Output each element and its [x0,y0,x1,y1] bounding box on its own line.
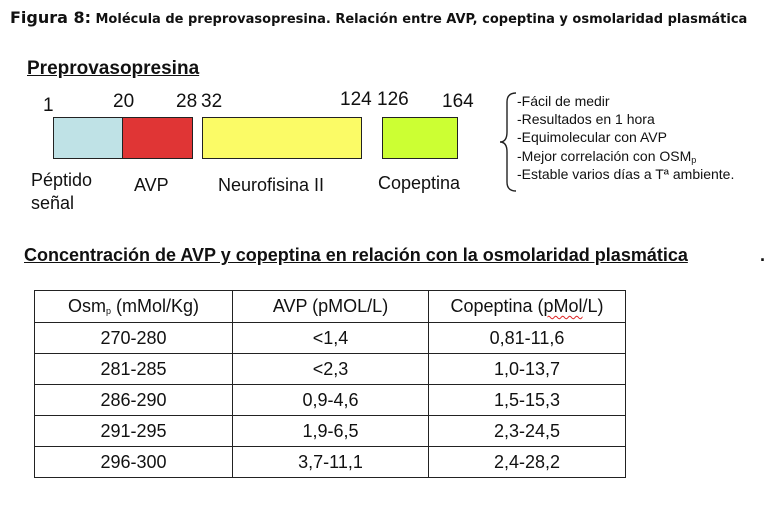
table-title-period: . [760,245,766,265]
table-row [35,323,626,354]
feature-item: -Fácil de medir [517,93,610,109]
position-label: 20 [113,91,135,112]
table-row [35,416,626,447]
cell-copeptin: 2,3-24,5 [429,416,626,447]
position-label: 126 [377,89,409,110]
feature-subscript: p [691,155,697,165]
signal-peptide-label: Péptido [31,170,93,190]
avp-segment [122,117,193,159]
header-osm-main: Osm [67,296,106,316]
table-row [35,354,626,385]
cell-avp: <1,4 [233,323,429,354]
curly-brace [498,90,518,194]
cell-avp: 3,7-11,1 [233,447,429,478]
header-avp: AVP (pMOL/L) [233,291,429,323]
concentration-table [34,290,626,478]
neurophysin-label: Neurofisina II [218,175,325,195]
cell-avp: 0,9-4,6 [233,385,429,416]
feature-text: -Mejor correlación con OSM [517,148,692,164]
header-copeptin-post: /L) [582,296,604,316]
cell-osm: 270-280 [35,323,233,354]
table-header-row [35,291,626,323]
header-copeptin-pre: Copeptina ( [450,296,544,316]
avp-label: AVP [134,175,169,195]
table-title: Concentración de AVP y copeptina en relación con la osmolaridad plasmática [24,245,688,265]
table-row [35,447,626,478]
header-osm [35,291,233,323]
signal-peptide-label-line2: señal [31,193,75,213]
header-osm-sub: p [105,306,111,316]
figure-title [10,8,747,28]
copeptin-segment [382,117,458,159]
cell-osm: 286-290 [35,385,233,416]
header-copeptin-unit: pMol [543,296,583,316]
position-label: 32 [201,91,223,112]
figure-label: Figura 8: [10,8,92,27]
feature-item: -Estable varios días a Tª ambiente. [517,166,735,182]
cell-osm: 281-285 [35,354,233,385]
feature-item: -Equimolecular con AVP [517,129,667,145]
cell-copeptin: 0,81-11,6 [429,323,626,354]
position-label: 124 [340,89,372,110]
signal-peptide-segment [53,117,123,159]
cell-copeptin: 1,0-13,7 [429,354,626,385]
feature-item [517,148,696,165]
cell-osm: 296-300 [35,447,233,478]
cell-avp: 1,9-6,5 [233,416,429,447]
feature-item: -Resultados en 1 hora [517,111,655,127]
header-osm-unit: (mMol/Kg) [111,296,200,316]
cell-copeptin: 2,4-28,2 [429,447,626,478]
diagram-title: Preprovasopresina [27,58,200,79]
header-copeptin [429,291,626,323]
figure-caption: Molécula de preprovasopresina. Relación entre AVP, copeptina y osmolaridad plasmática [95,12,748,27]
cell-copeptin: 1,5-15,3 [429,385,626,416]
position-label: 1 [43,95,54,116]
table-row [35,385,626,416]
cell-avp: <2,3 [233,354,429,385]
position-label: 28 [176,91,198,112]
cell-osm: 291-295 [35,416,233,447]
copeptin-label: Copeptina [378,173,461,193]
neurophysin-segment [202,117,362,159]
position-label: 164 [442,91,474,112]
